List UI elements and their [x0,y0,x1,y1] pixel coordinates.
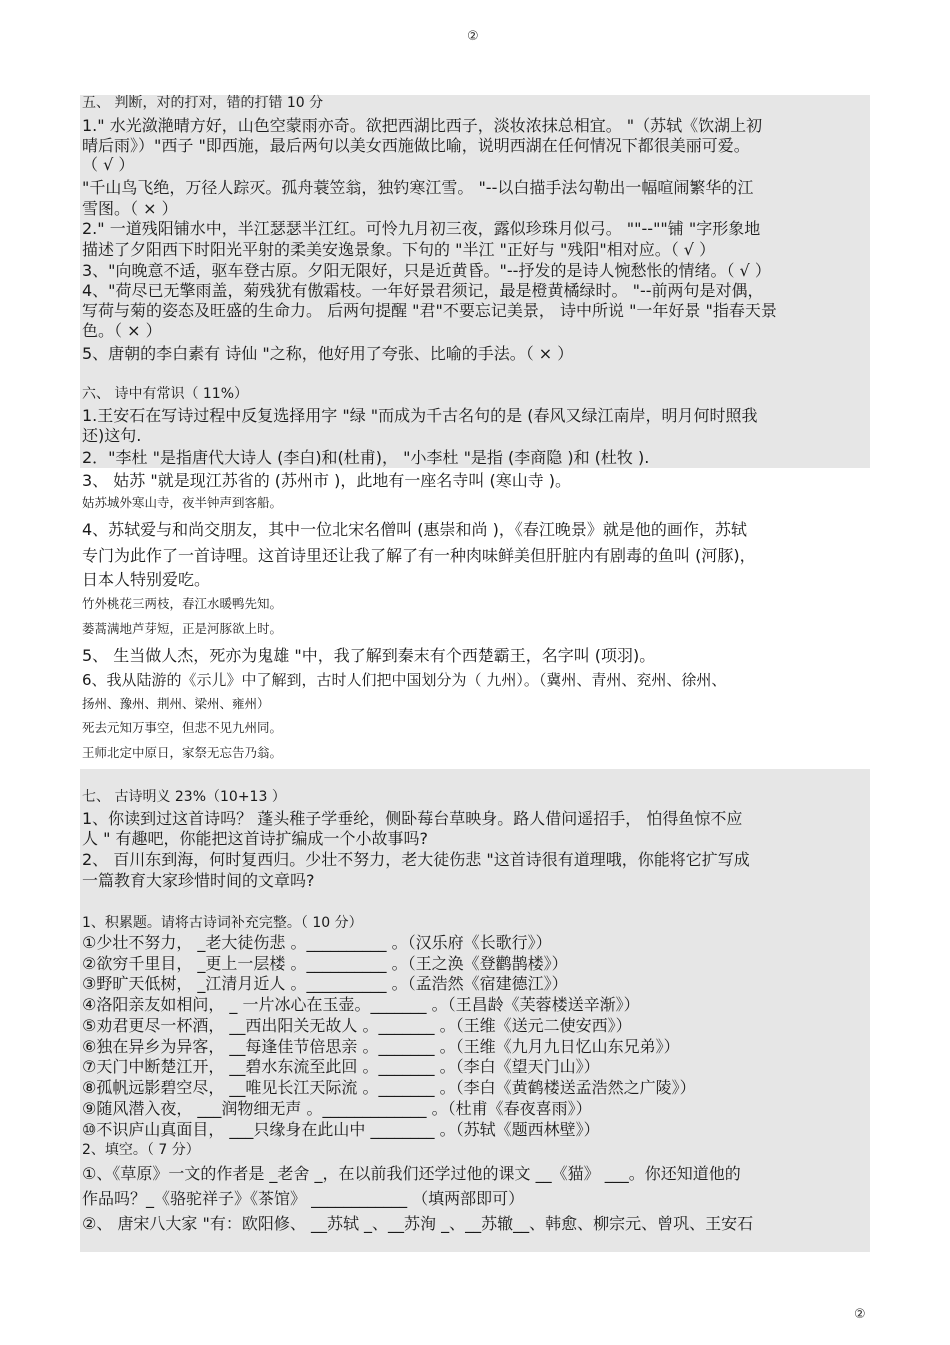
poem-line: 姑苏城外寒山寺，夜半钟声到客船。 [82,495,283,510]
text-line: 扬州、豫州、荆州、梁州、雍州） [82,696,270,711]
fill-line: ⑧孤帆远影碧空尽， __唯见长江天际流 。_______ 。（李白《黄鹤楼送孟浩然之广陵》） [82,1078,696,1097]
section-7-heading: 七、 古诗明义 23%（10+13 ） [82,789,286,805]
text-line: ①、《草原》一文的作者是 _老舍 _，在以前我们还学过他的课文 __《猫》 ___。你还知道他的 [82,1164,741,1183]
fill-line: ⑤劝君更尽一杯酒， __西出阳关无故人 。_______ 。（王维《送元二使安西》） [82,1016,632,1035]
fill-line: ⑦天门中断楚江开， __碧水东流至此回 。_______ 。（李白《望天门山》） [82,1057,600,1076]
fill-line: ⑨随风潜入夜， ___润物细无声 。_____________ 。（杜甫《春夜喜雨》） [82,1099,592,1118]
text-line: 日本人特别爱吃。 [82,570,211,589]
text-line: 3、"向晚意不适，驱车登古原。夕阳无限好，只是近黄昏。"--抒发的是诗人惋愁怅的情绪。（ √ ） [82,261,771,280]
text-line: 人 " 有趣吧，你能把这首诗扩编成一个小故事吗? [82,829,429,848]
text-line: 6、我从陆游的《示儿》中了解到，古时人们把中国划分为（ 九州）。（冀州、青州、兖州、徐州、 [82,671,727,689]
text-line: ②、 唐宋八大家 "有：欧阳修、 __苏轼 _、__苏洵 _、__苏辙__、韩愈、柳宗元、曾巩、王安石 [82,1214,754,1233]
fill-line: ⑩不识庐山真面目， ___只缘身在此山中 ________ 。（苏轼《题西林壁》） [82,1120,600,1139]
text-line: 写荷与菊的姿态及旺盛的生命力。 后两句提醒 "君"不要忘记美景， 诗中所说 "一年好景 "指春天景 [82,301,777,320]
text-line: 雪图。（ × ） [82,199,178,218]
fill-blank-heading: 2、填空。（ 7 分） [82,1142,200,1158]
poem-line: 王师北定中原日，家祭无忘告乃翁。 [82,745,283,760]
text-line: 一篇教育大家珍惜时间的文章吗? [82,871,315,890]
poem-line: 竹外桃花三两枝，春江水暖鸭先知。 [82,596,283,611]
text-line: 2、 百川东到海，何时复西归。少壮不努力，老大徒伤悲 "这首诗很有道理哦，你能将它扩写成 [82,850,750,869]
poem-line: 死去元知万事空，但悲不见九州同。 [82,720,283,735]
text-line: 5、 生当做人杰，死亦为鬼雄 "中，我了解到秦末有个西楚霸王，名字叫 (项羽)。 [82,646,656,665]
fill-line: ⑥独在异乡为异客， __每逢佳节倍思亲 。_______ 。（王维《九月九日忆山东兄弟》） [82,1037,680,1056]
fill-line: ③野旷天低树， _江清月近人 。__________ 。（孟浩然《宿建德江》） [82,974,568,993]
text-line: 5、唐朝的李白素有 诗仙 "之称，他好用了夸张、比喻的手法。（ × ） [82,344,574,363]
text-line: 3、 姑苏 "就是现江苏省的 (苏州市 )，此地有一座名寺叫 (寒山寺 )。 [82,471,572,490]
text-line: 晴后雨》）"西子 "即西施，最后两句以美女西施做比喻，说明西湖在任何情况下都很美丽可爱。 [82,136,750,155]
poem-line: 蒌蒿满地芦芽短，正是河豚欲上时。 [82,621,283,636]
page-number-top: ② [467,29,479,44]
text-line: 色。（ × ） [82,321,162,340]
section-6-heading: 六、 诗中有常识（ 11%） [82,386,249,402]
section-5-heading: 五、 判断，对的打对，错的打错 10 分 [82,95,324,111]
text-line: 1、你读到过这首诗吗？ 蓬头稚子学垂纶，侧卧莓台草映身。路人借问遥招手， 怕得鱼惊不应 [82,809,743,828]
text-line: 还)这句. [82,426,142,445]
fill-line: ②欲穷千里目， _更上一层楼 。__________ 。（王之涣《登鹳鹊楼》） [82,954,568,973]
text-line: 作品吗？_《骆驼祥子》《茶馆》 ____________ （填两部即可） [82,1189,525,1208]
text-line: 4、苏轼爱与和尚交朋友，其中一位北宋名僧叫 (惠崇和尚 )，《春江晚景》就是他的画作，苏轼 [82,520,747,539]
page-number-bottom: ② [854,1307,866,1322]
text-line: 1." 水光潋滟晴方好，山色空蒙雨亦奇。欲把西湖比西子，淡妆浓抹总相宜。 "（苏轼《饮湖上初 [82,116,763,135]
text-line: 4、"荷尽已无擎雨盖，菊残犹有傲霜枝。一年好景君须记，最是橙黄橘绿时。 "--前两句是对偶， [82,281,764,300]
text-line: 2．"李杜 "是指唐代大诗人 (李白)和(杜甫)， "小李杜 "是指 (李商隐 )和 (杜牧 ). [82,448,650,467]
text-line: 2." 一道残阳铺水中，半江瑟瑟半江红。可怜九月初三夜，露似珍珠月似弓。 ""--""铺 "字形象地 [82,219,761,238]
fill-line: ④洛阳亲友如相问， _ 一片冰心在玉壶。_______ 。（王昌龄《芙蓉楼送辛渐》） [82,995,640,1014]
text-line: "千山鸟飞绝，万径人踪灭。孤舟蓑笠翁，独钓寒江雪。 "--以白描手法勾勒出一幅喧闹繁华的江 [82,178,754,197]
text-line: 描述了夕阳西下时阳光平射的柔美安逸景象。下句的 "半江 "正好与 "残阳"相对应。（ √ ） [82,240,716,259]
text-line: （ √ ） [82,155,135,174]
accumulation-heading: 1、积累题。请将古诗词补充完整。（ 10 分） [82,915,363,931]
fill-line: ①少壮不努力， _老大徒伤悲 。__________ 。（汉乐府《长歌行》） [82,933,552,952]
text-line: 专门为此作了一首诗哩。这首诗里还让我了解了有一种肉味鲜美但肝脏内有剧毒的鱼叫 (河豚)， [82,546,756,565]
text-line: 1.王安石在写诗过程中反复选择用字 "绿 "而成为千古名句的是 (春风又绿江南岸，明月何时照我 [82,406,758,425]
